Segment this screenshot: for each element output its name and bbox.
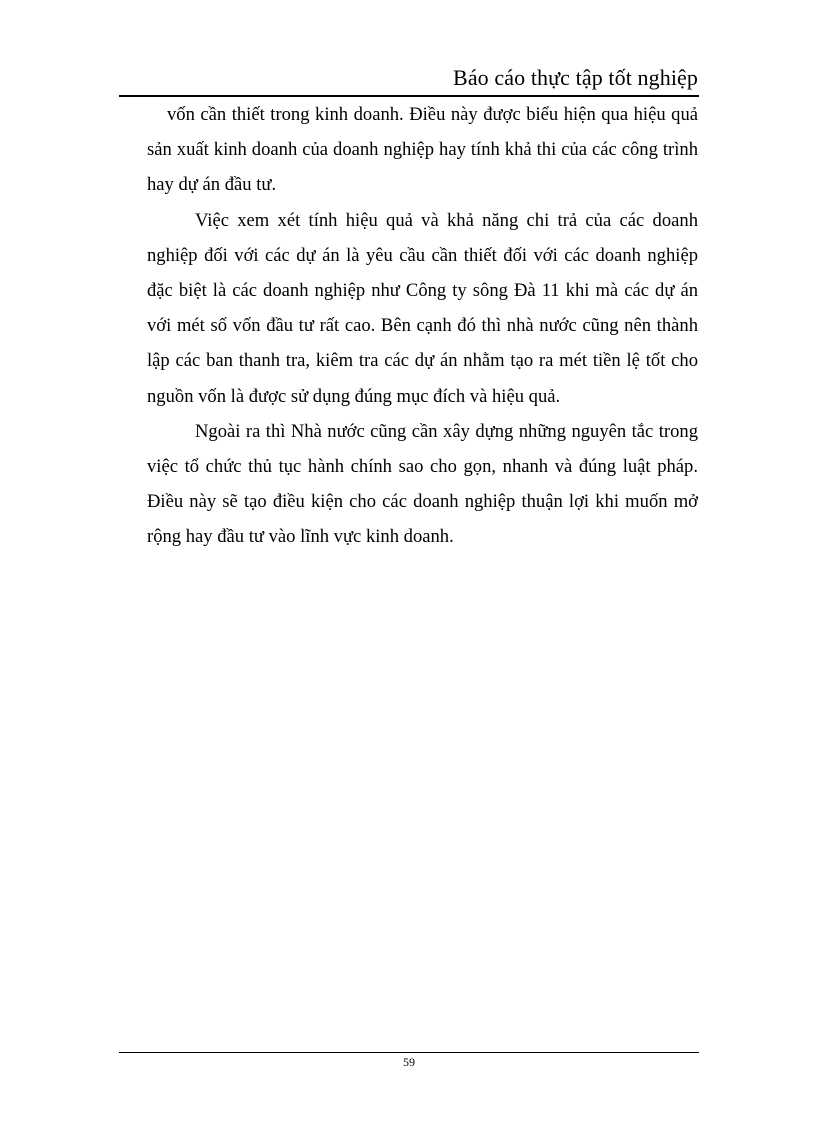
paragraph-continuation: vốn cần thiết trong kinh doanh. Điều này được biểu hiện qua hiệu quả sản xuất kinh doanh của doanh nghiệp hay tính khả thi của các công trình hay dự án đầu tư.: [147, 104, 698, 196]
page-number: 59: [403, 1055, 415, 1069]
paragraph-project-efficiency: Việc xem xét tính hiệu quả và khả năng chi trả của các doanh nghiệp đối với các dự án là yêu cầu cần thiết đối với các doanh nghiệp đặc biệt là các doanh nghiệp như Công ty sông Đà 11 khi mà các dự án với mét số vốn đầu tư rất cao. Bên cạnh đó thì nhà nước cũng nên thành lập các ban thanh tra, kiêm tra các dự án nhằm tạo ra mét tiền lệ tốt cho nguồn vốn là được sử dụng đúng mục đích và hiệu quả.: [147, 209, 698, 407]
paragraph-administrative-procedures: Ngoài ra thì Nhà nước cũng cần xây dựng những nguyên tắc trong việc tổ chức thủ tục hành chính sao cho gọn, nhanh và đúng luật pháp. Điều này sẽ tạo điều kiện cho các doanh nghiệp thuận lợi khi muốn mở rộng hay đầu tư vào lĩnh vực kinh doanh.: [147, 420, 698, 548]
footer-divider: [119, 1052, 699, 1053]
body-text: [147, 97, 698, 555]
running-header-title: Báo cáo thực tập tốt nghiệp: [453, 65, 698, 90]
